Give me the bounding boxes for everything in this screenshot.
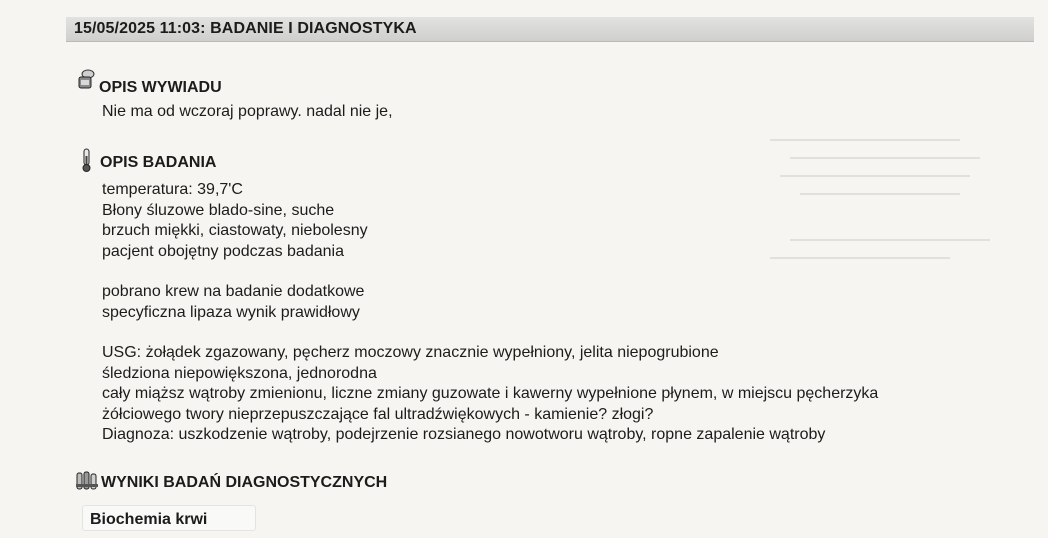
blood-biochemistry-label: Biochemia krwi	[90, 511, 208, 528]
exam-line: temperatura: 39,7'C	[102, 181, 243, 198]
test-tubes-icon	[76, 470, 100, 497]
results-title: WYNIKI BADAŃ DIAGNOSTYCZNYCH	[101, 474, 388, 491]
thermometer-icon	[81, 148, 93, 179]
examination-title: OPIS BADANIA	[100, 154, 217, 171]
interview-text	[102, 102, 393, 123]
exam-line: Diagnoza: uszkodzenie wątroby, podejrzenie rozsianego nowotworu wątroby, ropne zapalenie wątroby	[102, 426, 826, 443]
examination-text	[102, 180, 878, 446]
exam-line: pacjent obojętny podczas badania	[102, 242, 344, 260]
exam-line: żółciowego twory nieprzepuszczające fal ultradźwiękowych - kamienie? złogi?	[102, 405, 654, 423]
exam-line: specyficzna lipaza wynik prawidłowy	[102, 303, 360, 321]
blood-biochemistry-panel[interactable]	[82, 505, 256, 531]
exam-line: Błony śluzowe blado-sine, suche	[102, 201, 335, 219]
interview-line: Nie ma od wczoraj poprawy. nadal nie je,	[102, 103, 393, 120]
exam-line: pobrano krew na badanie dodatkowe	[102, 283, 365, 300]
medicine-bottle-icon	[76, 68, 96, 97]
exam-line: USG: żołądek zgazowany, pęcherz moczowy znacznie wypełniony, jelita niepogrubione	[102, 344, 719, 361]
exam-line: cały miąższ wątroby zmienionu, liczne zmiany guzowate i kawerny wypełnione płynem, w miejscu pęcherzyka	[102, 385, 879, 402]
interview-title: OPIS WYWIADU	[99, 79, 222, 96]
exam-line: śledziona niepowiększona, jednorodna	[102, 364, 377, 382]
header-title: 15/05/2025 11:03: BADANIE I DIAGNOSTYKA	[74, 20, 417, 37]
section-header	[66, 17, 1034, 42]
exam-line: brzuch miękki, ciastowaty, niebolesny	[102, 222, 368, 239]
